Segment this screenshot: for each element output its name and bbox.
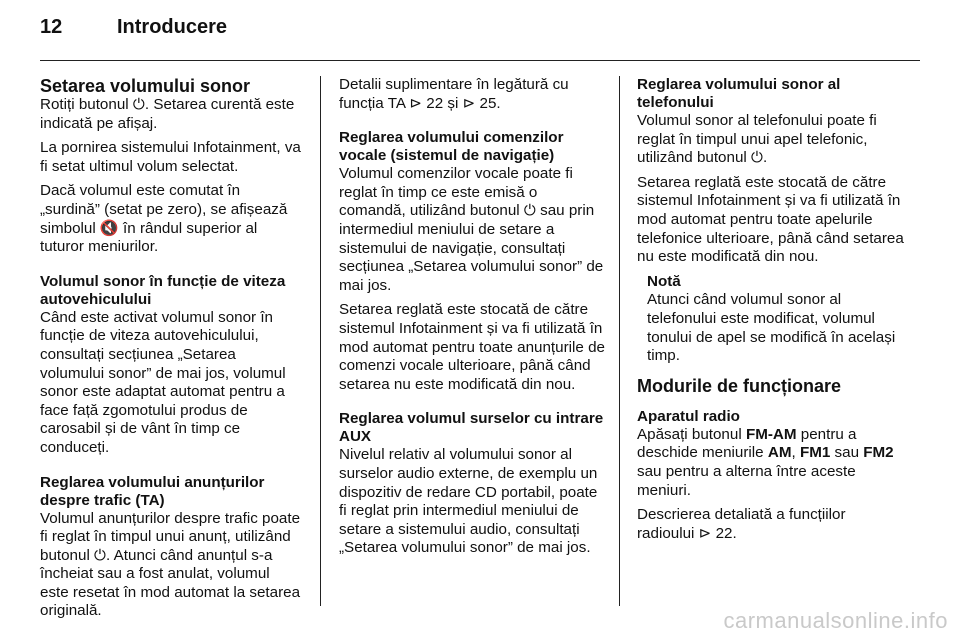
fm2-menu-label: FM2 xyxy=(863,444,894,462)
paragraph-aux-volume: Nivelul relativ al volumului sonor al surselor audio externe, de exemplu un dispozitiv de redare CD portabil, poate fi reglat prin intermediul meniului de setare a sistemului audio, consultați „Setarea volumului sonor” de mai jos. xyxy=(339,446,598,557)
paragraph-mute: Dacă volumul este comutat în „surdină” (setat pe zero), se afișează simbolul 🔇 în rândul superior al tuturor meniurilor. xyxy=(40,182,288,256)
paragraph-radio-details: Descrierea detaliată a funcțiilor radioului ⊳ 22. xyxy=(637,506,846,542)
paragraph-voice-commands-2: Setarea reglată este stocată de către sistemul Infotainment și va fi utilizată în mod automat pentru toate anunțurile de comenzi vocale ulterioare, până când setarea nu este modificată din nou. xyxy=(339,301,605,393)
column-1 xyxy=(40,76,302,627)
column-divider-2 xyxy=(619,76,620,606)
subheading-voice-commands: Reglarea volumului comenzilor vocale (sistemul de navigație) xyxy=(339,129,564,165)
paragraph-phone-volume-2: Setarea reglată este stocată de către sistemul Infotainment și va fi utilizată în mod automat pentru toate apelurile telefonice ulterioare, până când setarea nu este modificată din nou. xyxy=(637,173,904,266)
subheading-speed-volume: Volumul sonor în funcție de viteza autovehiculului xyxy=(40,272,286,308)
paragraph-speed-volume: Când este activat volumul sonor în funcție de viteza autovehiculului, consultați secțiunea „Setarea volumului sonor” de mai jos, volumul sonor este adaptat automat pentru a face față zgomotului produs de carosabil și de vânt în timp ce conduceți. xyxy=(40,308,286,456)
subheading-phone-volume: Reglarea volumului sonor al telefonului xyxy=(637,76,841,111)
paragraph-startup-volume: La pornirea sistemului Infotainment, va fi setat ultimul volum selectat. xyxy=(40,139,301,175)
section-title-modes: Modurile de funcționare xyxy=(637,375,842,396)
am-menu-label: AM xyxy=(767,444,792,462)
page-number: 12 xyxy=(40,16,63,38)
page-header-title: Introducere xyxy=(117,16,228,38)
subheading-traffic-announcements: Reglarea volumului anunțurilor despre trafic (TA) xyxy=(40,473,265,509)
section-title-volume: Setarea volumului sonor xyxy=(40,76,251,96)
fm-am-button-label: FM-AM xyxy=(745,425,797,443)
note-title: Notă xyxy=(647,272,681,290)
note-text: Atunci când volumul sonor al telefonului este modificat, volumul tonului de apel se modifică în același timp. xyxy=(647,291,896,365)
paragraph-rotate-knob: Rotiți butonul ⏻. Setarea curentă este indicată pe afișaj. xyxy=(40,96,295,132)
paragraph-traffic-announcements: Volumul anunțurilor despre trafic poate fi reglat în timpul unui anunț, utilizând butonul ⏻. Atunci când anunțul s-a încheiat sau a fost anulat, volumul este resetat în mod automat la setarea originală. xyxy=(40,509,301,620)
column-divider-1 xyxy=(320,76,321,606)
note-box xyxy=(637,273,907,366)
column-2 xyxy=(339,76,607,564)
watermark: carmanualsonline.info xyxy=(723,608,948,633)
header-divider xyxy=(40,60,920,61)
fm1-menu-label: FM1 xyxy=(799,444,831,462)
paragraph-phone-volume-1: Volumul sonor al telefonului poate fi reglat în timpul unui apel telefonic, utilizând butonul ⏻. xyxy=(637,112,877,167)
subheading-aux-volume: Reglarea volumul surselor cu intrare AUX xyxy=(339,410,604,446)
paragraph-ta-details: Detalii suplimentare în legătură cu funcția TA ⊳ 22 și ⊳ 25. xyxy=(339,76,569,112)
subheading-radio: Aparatul radio xyxy=(637,407,740,425)
paragraph-radio-menus: Apăsați butonul FM-AM pentru a deschide meniurile AM, FM1 sau FM2 sau pentru a alterna între aceste meniuri. xyxy=(637,425,894,499)
paragraph-voice-commands-1: Volumul comenzilor vocale poate fi reglat în timp ce este emisă o comandă, utilizând butonul ⏻ sau prin intermediul meniului de setare a sistemului de navigație, consultați secțiunea „Setarea volumului sonor” de mai jos. xyxy=(339,165,604,294)
column-3 xyxy=(637,76,907,549)
